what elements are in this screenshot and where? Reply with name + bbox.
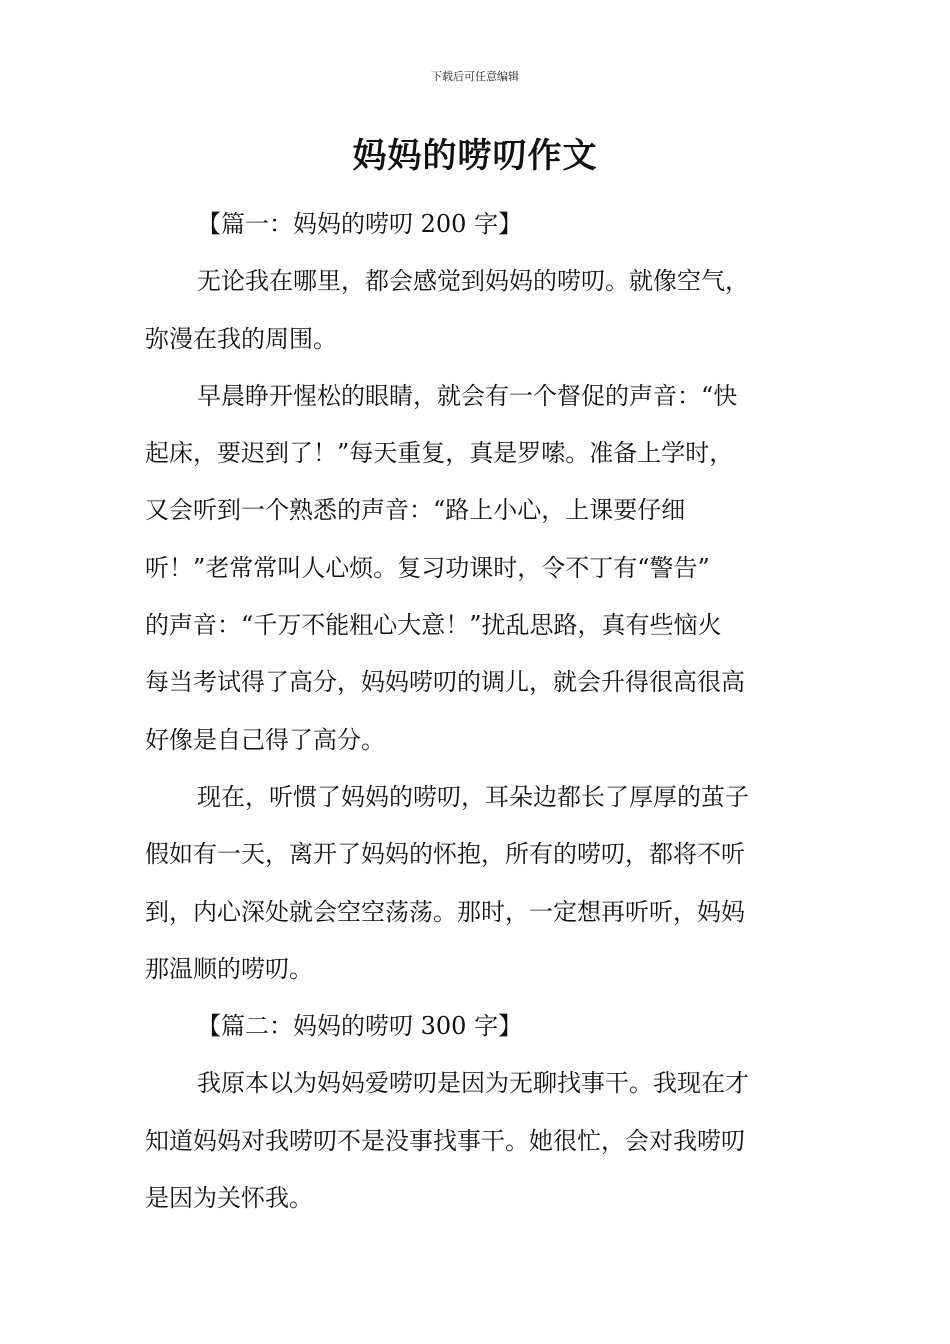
- paragraph-line: 每当考试得了高分，妈妈唠叨的调儿，就会升得很高很高: [145, 668, 745, 697]
- paragraph-line: 假如有一天，离开了妈妈的怀抱，所有的唠叨，都将不听: [145, 840, 745, 869]
- article-body: [145, 196, 810, 1227]
- paragraph-line: 我原本以为妈妈爱唠叨是因为无聊找事干。我现在才: [197, 1069, 749, 1098]
- header-note: 下载后可任意编辑: [431, 70, 519, 83]
- section-heading: 【篇二：妈妈的唠叨 300 字】: [197, 1012, 523, 1041]
- paragraph-line: 又会听到一个熟悉的声音：“路上小心，上课要仔细: [145, 496, 686, 525]
- paragraph-line: 起床，要迟到了！”每天重复，真是罗嗦。准备上学时，: [145, 439, 734, 468]
- paragraph-line: 好像是自己得了高分。: [145, 725, 385, 754]
- paragraph-line: 弥漫在我的周围。: [145, 324, 337, 353]
- paragraph-line: 早晨睁开惺松的眼睛，就会有一个督促的声音：“快: [197, 381, 738, 410]
- paragraph-line: 听！”老常常叫人心烦。复习功课时，令不丁有“警告”: [145, 553, 710, 582]
- paragraph-line: 是因为关怀我。: [145, 1184, 313, 1213]
- paragraph-line: 无论我在哪里，都会感觉到妈妈的唠叨。就像空气，: [197, 267, 749, 296]
- paragraph-line: 到，内心深处就会空空荡荡。那时，一定想再听听，妈妈: [145, 897, 745, 926]
- paragraph-line: 知道妈妈对我唠叨不是没事找事干。她很忙，会对我唠叨: [145, 1126, 745, 1155]
- section-heading: 【篇一：妈妈的唠叨 200 字】: [197, 210, 523, 238]
- page-title: 妈妈的唠叨作文: [352, 136, 598, 176]
- paragraph-line: 那温顺的唠叨。: [145, 954, 313, 983]
- paragraph-line: 的声音：“千万不能粗心大意！”扰乱思路，真有些恼火: [145, 611, 722, 640]
- paragraph-line: 现在，听惯了妈妈的唠叨，耳朵边都长了厚厚的茧子: [197, 782, 749, 811]
